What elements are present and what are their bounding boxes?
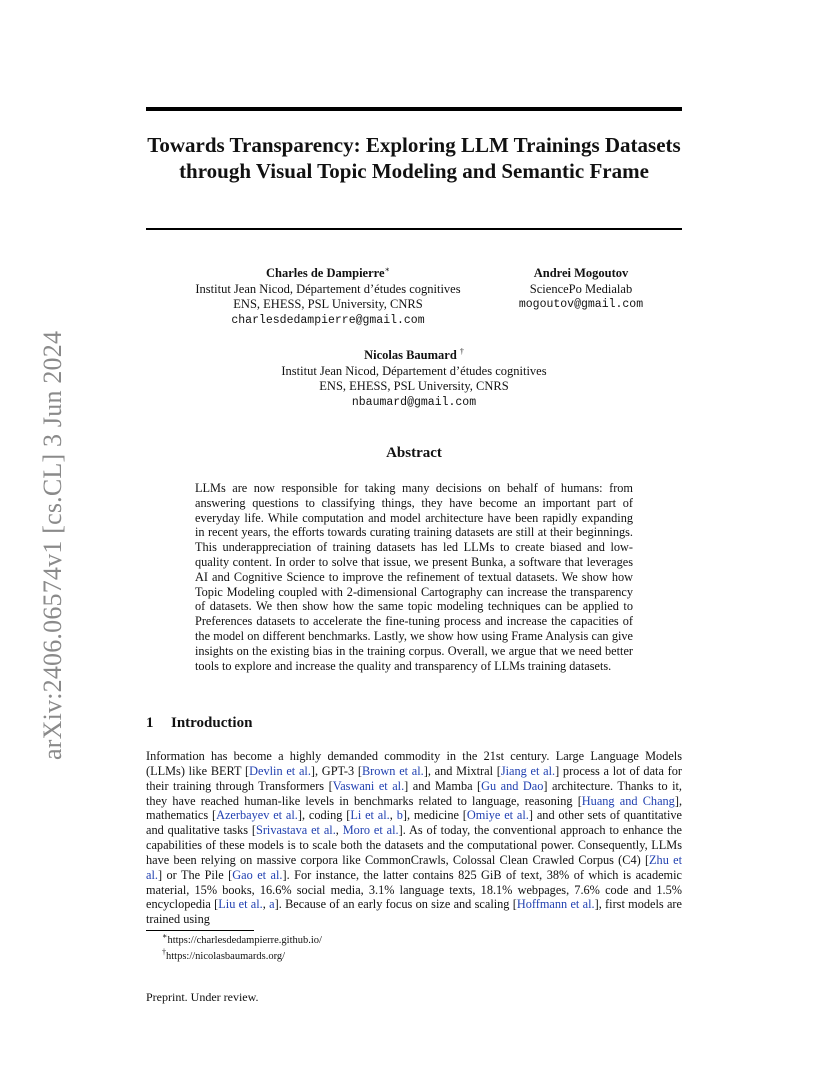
title-bottom-rule (146, 228, 682, 230)
abstract-heading: Abstract (386, 445, 442, 461)
footnote-mark: ∗ (384, 264, 390, 274)
citation-link[interactable]: Gao et al. (232, 867, 283, 882)
text-run: ] and other sets of quantitative and qualitative tasks [ (146, 808, 682, 838)
citation-link[interactable]: Vaswani et al. (332, 778, 405, 793)
text-run: ]. For instance, the latter contains 825 GiB of text, 38% of which is academic material, 15% books, 16.6% social media, 3.1% language texts, 18.1% webpages, 7.6% code and 1.5% encyclopedia [ (146, 867, 682, 912)
introduction-paragraph (146, 749, 682, 927)
footnote-2 (162, 947, 286, 963)
text-run: Information has become a highly demanded commodity in the 21st century. Large Language Models (LLMs) like BERT [ (146, 749, 682, 778)
abstract-text: LLMs are now responsible for taking many decisions on behalf of humans: from answering questions to classifying things, they have become an important part of everyday life. While computation and model architecture have been rapidly expanding in recent years, the efforts towards curating training datasets are still at their beginnings. This underappreciation of training datasets has led LLMs to create biased and low-quality content. In order to solve that issue, we present Bunka, a software that leverages AI and Cognitive Science to improve the refinement of textual datasets. We show how Topic Modeling coupled with 2-dimensional Cartography can increase the transparency of datasets. We then show how the same topic modeling techniques can be applied to Preferences datasets to accelerate the fine-tuning process and increase the capacities of the model on different benchmarks. Lastly, we show how using Frame Analysis can give insights on the existing bias in the training corpus. Overall, we argue that we need better tools to explore and increase the quality and transparency of LLMs training datasets. (195, 481, 633, 673)
author-affiliation: Institut Jean Nicod, Département d’études cognitives (195, 281, 461, 296)
citation-link[interactable]: Hoffmann et al. (516, 897, 595, 912)
footnote-mark: † (459, 346, 464, 356)
text-run: ], coding [ (297, 808, 351, 823)
paper-title: Towards Transparency: Exploring LLM Trainings Datasets through Visual Topic Modeling and Semantic Frame (147, 133, 681, 183)
author-email: mogoutov@gmail.com (518, 298, 644, 311)
citation-link[interactable]: Azerbayev et al. (216, 808, 298, 823)
footnote-url[interactable]: https://nicolasbaumards.org/ (166, 951, 286, 962)
footnote-url[interactable]: https://charlesdedampierre.github.io/ (167, 935, 322, 946)
text-run: ] and Mamba [ (404, 778, 482, 793)
text-run: ], GPT-3 [ (310, 763, 362, 778)
text-run: , (389, 808, 397, 823)
text-run: ], first models are trained using (146, 897, 682, 927)
citation-link[interactable]: b (396, 808, 403, 823)
footnote-mark: ∗ (162, 931, 168, 941)
author-block-1 (170, 266, 486, 328)
citation-link[interactable]: a (269, 897, 275, 912)
text-run: ]. As of today, the conventional approach to enhance the capabilities of these models is to scale both the datasets and the computational power. Consequently, LLMs have been relying on massive corpora like CommonCrawls, Colossal Clean Crawled Corpus (C4) [ (146, 823, 682, 867)
text-run: ] or The Pile [ (157, 867, 233, 882)
citation-link[interactable]: Moro et al. (342, 823, 399, 838)
citation-link[interactable]: Omiye et al. (466, 808, 529, 823)
citation-link[interactable]: Gu and Dao (481, 778, 544, 793)
citation-link[interactable]: Srivastava et al. (255, 823, 336, 838)
section-title: Introduction (171, 715, 253, 731)
text-run: ], medicine [ (402, 808, 467, 823)
author-block-3 (250, 348, 578, 410)
author-affiliation: ENS, EHESS, PSL University, CNRS (319, 379, 509, 393)
citation-link[interactable]: Huang and Chang (581, 793, 675, 808)
author-affiliation: Institut Jean Nicod, Département d’études cognitives (281, 363, 547, 378)
author-name: Andrei Mogoutov (533, 266, 629, 280)
citation-link[interactable]: Brown et al. (361, 763, 424, 778)
citation-link[interactable]: Li et al. (350, 808, 390, 823)
author-affiliation: SciencePo Medialab (529, 281, 633, 296)
author-email: nbaumard@gmail.com (351, 395, 477, 409)
text-run: ] architecture. Thanks to it, they have reached human-like levels in benchmarks related to language, reasoning [ (146, 778, 683, 808)
text-run: ] process a lot of data for their training through Transformers [ (146, 763, 682, 793)
text-run: , (262, 897, 270, 912)
author-name: Charles de Dampierre (266, 266, 385, 280)
citation-link[interactable]: Devlin et al. (249, 763, 311, 778)
preprint-footer: Preprint. Under review. (146, 990, 259, 1004)
section-heading (146, 715, 682, 732)
section-number: 1 (146, 715, 154, 731)
title-top-rule (146, 107, 682, 111)
author-name: Nicolas Baumard (364, 348, 457, 362)
arxiv-identifier: arXiv:2406.06574v1 [cs.CL] 3 Jun 2024 (38, 330, 67, 760)
text-run: ], and Mixtral [ (423, 763, 501, 778)
text-run: , (335, 823, 343, 838)
text-run: ]. Because of an early focus on size and scaling [ (274, 897, 517, 912)
citation-link[interactable]: Liu et al. (218, 897, 263, 912)
citation-link[interactable]: Jiang et al. (500, 763, 556, 778)
footnote-1 (162, 931, 322, 947)
author-affiliation: ENS, EHESS, PSL University, CNRS (233, 297, 423, 311)
text-run: ], mathematics [ (146, 793, 683, 823)
author-block-2 (496, 266, 666, 313)
citation-link[interactable]: Zhu et al. (146, 852, 682, 882)
footnote-mark: † (162, 947, 166, 957)
author-email: charlesdedampierre@gmail.com (231, 313, 425, 327)
